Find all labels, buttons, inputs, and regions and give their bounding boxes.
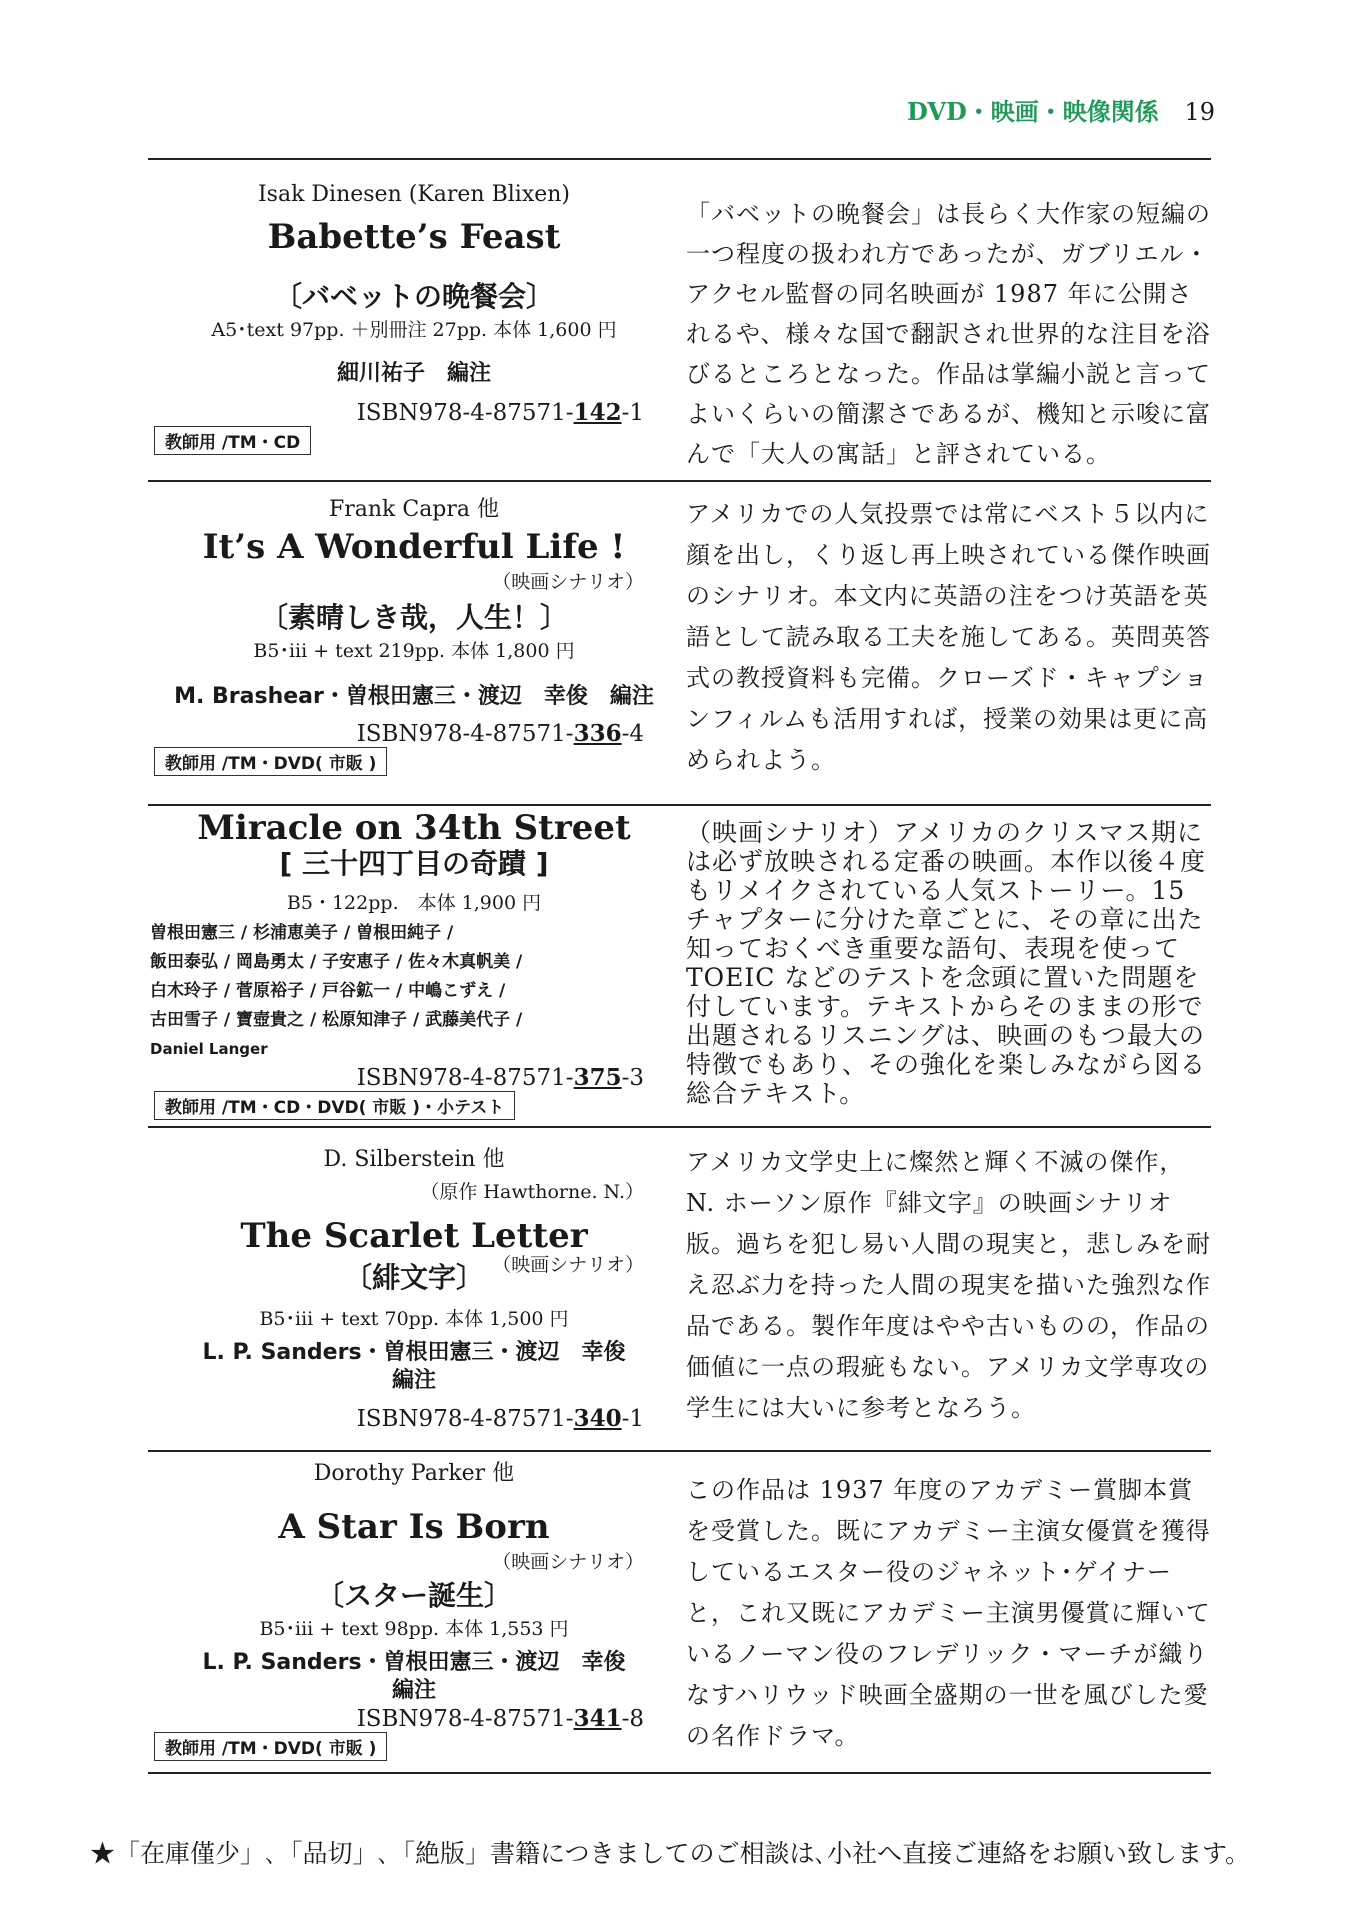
book-catalog	[148, 158, 1211, 1774]
book-editors-suffix: 編注	[391, 1368, 436, 1393]
book-title-en: It’s A Wonderful Life !	[202, 527, 626, 567]
teacher-material-tag: 教師用 /TM・DVD( 市販 )	[154, 747, 387, 776]
book-spec: B5･iii + text 219pp. 本体 1,800 円	[253, 640, 575, 662]
book-description: アメリカ文学史上に燦然と輝く不滅の傑作，N. ホーソン原作『緋文字』の映画シナリオ版。過ちを犯し易い人間の現実と，悲しみを耐え忍ぶ力を持った人間の現実を描いた強烈な作品である。製作年度はやや古いものの，作品の価値に一点の瑕疵もない。アメリカ文学専攻の学生には大いに参考となろう。	[686, 1148, 1211, 1422]
book-info	[148, 806, 680, 1126]
isbn-suffix: -1	[621, 1406, 644, 1432]
book-spec: A5･text 97pp. ＋別冊注 27pp. 本体 1,600 円	[211, 319, 617, 341]
book-author: D. Silberstein 他	[323, 1147, 505, 1172]
catalog-entry	[148, 804, 1211, 1126]
book-description: この作品は 1937 年度のアカデミー賞脚本賞を受賞した。既にアカデミー主演女優賞を獲得しているエスター役のジャネット･ゲイナーと，これ又既にアカデミー主演男優賞に輝いているノーマン役のフレデリック・マーチが織りなすハリウッド映画全盛期の一世を風びした愛の名作ドラマ。	[686, 1476, 1211, 1750]
book-isbn	[148, 399, 680, 426]
book-editors: M. Brashear・曽根田憲三・渡辺 幸俊 編注	[174, 684, 654, 709]
isbn-suffix: -4	[621, 721, 644, 747]
book-author: Isak Dinesen (Karen Blixen)	[257, 182, 570, 207]
section-title: DVD・映画・映像関係	[906, 97, 1159, 126]
book-title-jp: 〔スター誕生〕	[315, 1579, 512, 1612]
isbn-code: 142	[573, 399, 622, 426]
catalog-entry	[148, 1126, 1211, 1450]
book-spec: B5･iii + text 70pp. 本体 1,500 円	[259, 1308, 569, 1330]
book-title-en: Miracle on 34th Street	[197, 808, 631, 848]
page-number: 19	[1184, 98, 1215, 126]
original-author-note: （原作 Hawthorne. N.）	[420, 1181, 644, 1203]
editor-line: Daniel Langer	[150, 1040, 268, 1058]
book-author: Frank Capra 他	[328, 497, 500, 522]
book-editors-suffix: 編注	[391, 1678, 436, 1703]
book-isbn	[148, 720, 680, 747]
book-isbn	[148, 1405, 680, 1432]
scenario-note: （映画シナリオ）	[492, 1551, 644, 1573]
isbn-suffix: -8	[621, 1706, 644, 1732]
book-title-jp: 〔緋文字〕	[343, 1261, 484, 1294]
book-isbn	[148, 1064, 680, 1091]
editor-line: 古田雪子 / 寶壺貴之 / 松原知津子 / 武藤美代子 /	[150, 1010, 523, 1030]
book-isbn	[148, 1705, 680, 1732]
isbn-code: 341	[573, 1705, 622, 1732]
isbn-prefix: ISBN978-4-87571-	[356, 1065, 574, 1091]
teacher-material-tag: 教師用 /TM・DVD( 市販 )	[154, 1732, 387, 1761]
isbn-code: 336	[573, 720, 622, 747]
page-header	[140, 92, 1215, 127]
book-title-en: A Star Is Born	[278, 1507, 550, 1547]
book-info	[148, 482, 680, 804]
scenario-note: （映画シナリオ）	[492, 1254, 644, 1276]
footer-note: ★「在庫僅少」､「品切」､「絶版」書籍につきましてのご相談は､小社へ直接ご連絡をお願い致します。	[90, 1839, 1251, 1868]
book-description: （映画シナリオ）アメリカのクリスマス期には必ず放映される定番の映画。本作以後４度もリメイクされている人気ストーリー。15 チャプターに分けた章ごとに、その章に出た知っておくべき重要な語句、表現を使って TOEIC などのテストを念頭に置いた問題を付しています。テキストからそのままの形で出題されるリスニングは、映画のもつ最大の特徴でもあり、その強化を楽しみながら図る総合テキスト。	[686, 818, 1207, 1108]
catalog-entry	[148, 480, 1211, 804]
isbn-prefix: ISBN978-4-87571-	[356, 721, 574, 747]
book-description: 「バベットの晩餐会」は長らく大作家の短編の一つ程度の扱われ方であったが、ガブリエル・アクセル監督の同名映画が 1987 年に公開されるや、様々な国で翻訳され世界的な注目を浴びるところとなった。作品は掌編小説と言ってよいくらいの簡潔さであるが、機知と示唆に富んで「大人の寓話」と評されている。	[686, 200, 1211, 468]
isbn-code: 375	[573, 1064, 622, 1091]
book-editors: L. P. Sanders・曽根田憲三・渡辺 幸俊	[202, 1340, 626, 1365]
book-title-jp: 〔バベットの晩餐会〕	[273, 280, 554, 313]
book-spec: B5･iii + text 98pp. 本体 1,553 円	[259, 1618, 569, 1640]
book-info	[148, 1452, 680, 1772]
book-description: アメリカでの人気投票では常にベスト５以内に顔を出し，くり返し再上映されている傑作映画のシナリオ。本文内に英語の注をつけ英語を英語として読み取る工夫を施してある。英問英答式の教授資料も完備。クローズド・キャプションフィルムも活用すれば，授業の効果は更に高められよう。	[686, 500, 1211, 774]
book-title-jp: [ 三十四丁目の奇蹟 ]	[279, 847, 549, 880]
editor-line: 曽根田憲三 / 杉浦恵美子 / 曽根田純子 /	[150, 923, 454, 943]
scenario-note: （映画シナリオ）	[492, 571, 644, 593]
book-title-en: Babette’s Feast	[267, 217, 561, 257]
isbn-code: 340	[573, 1405, 622, 1432]
book-title-jp: 〔素晴しき哉，人生！〕	[259, 601, 568, 634]
teacher-material-tag: 教師用 /TM・CD・DVD( 市販 )・小テスト	[154, 1091, 515, 1120]
book-spec: B5・122pp. 本体 1,900 円	[286, 892, 542, 914]
teacher-material-tag: 教師用 /TM・CD	[154, 426, 311, 455]
isbn-prefix: ISBN978-4-87571-	[356, 1406, 574, 1432]
book-info	[148, 1128, 680, 1450]
catalog-entry	[148, 1450, 1211, 1774]
editor-line: 飯田泰弘 / 岡島勇太 / 子安恵子 / 佐々木真帆美 /	[150, 952, 523, 972]
book-editors: 細川祐子 編注	[336, 361, 491, 386]
book-info	[148, 160, 680, 480]
catalog-entry	[148, 158, 1211, 480]
book-editors: L. P. Sanders・曽根田憲三・渡辺 幸俊	[202, 1650, 626, 1675]
editor-line: 白木玲子 / 菅原裕子 / 戸谷鉱一 / 中嶋こずえ /	[150, 981, 506, 1001]
book-title-en: The Scarlet Letter	[240, 1216, 588, 1256]
isbn-suffix: -1	[621, 400, 644, 426]
book-author: Dorothy Parker 他	[313, 1461, 515, 1486]
isbn-prefix: ISBN978-4-87571-	[356, 1706, 574, 1732]
editor-list	[148, 919, 680, 1064]
isbn-prefix: ISBN978-4-87571-	[356, 400, 574, 426]
isbn-suffix: -3	[621, 1065, 644, 1091]
